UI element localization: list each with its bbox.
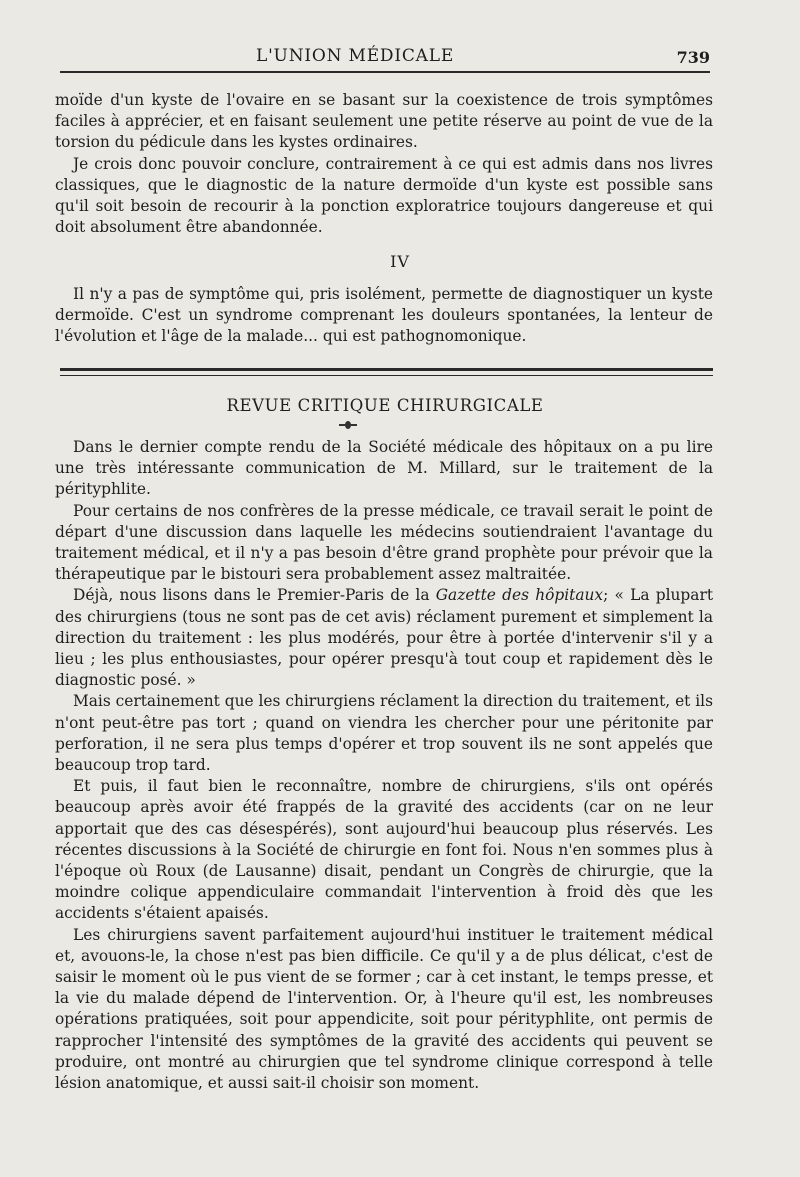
paragraph-2: Pour certains de nos confrères de la presse médicale, ce travail serait le point de départ d'une discussion dans laquelle les médecins soutiendraient l'avantage du traitement médical, et il n'y a pas besoin d'être grand prophète pour prévoir que la thérapeutique par le bistouri sera probablement assez maltraitée. [55, 501, 713, 584]
continued-text [55, 90, 713, 238]
paragraph-3-lead: Déjà, nous lisons dans le Premier-Paris de la [73, 586, 436, 605]
section-title: REVUE CRITIQUE CHIRURGICALE [226, 396, 544, 415]
paragraph-continued: moïde d'un kyste de l'ovaire en se basant sur la coexistence de trois symptômes faciles à apprécier, et en faisant seulement une petite réserve au point de vue de la torsion du pédicule dans les kystes ordinaires. [55, 91, 713, 152]
paragraph-4: Mais certainement que les chirurgiens réclament la direction du traitement, et ils n'ont peut-être pas tort ; quand on viendra les chercher pour une péritonite par perforation, il ne sera plus temps d'opérer et trop souvent ils ne sont appelés que beaucoup trop tard. [55, 692, 713, 775]
ornament-icon [339, 420, 357, 430]
paragraph-conclusion: Je crois donc pouvoir conclure, contrairement à ce qui est admis dans nos livres classiques, que le diagnostic de la nature dermoïde d'un kyste est possible sans qu'il soit besoin de recourir à la ponction exploratrice toujours dangereuse et qui doit absolument être abandonnée. [55, 154, 713, 237]
paragraph-5: Et puis, il faut bien le reconnaître, nombre de chirurgiens, s'ils ont opérés beaucoup après avoir été frappés de la gravité des accidents (car on ne leur apportait que des cas désespérés), sont aujourd'hui beaucoup plus réservés. Les récentes discussions à la Société de chirurgie en font foi. Nous n'en sommes plus à l'époque où Roux (de Lausanne) disait, pendant un Congrès de chirurgie, que la moindre colique appendiculaire commandait l'intervention à froid dès que les accidents s'étaient apaisés. [55, 777, 713, 923]
paragraph-3 [55, 585, 713, 691]
journal-title: Gazette des hôpitaux [435, 586, 604, 605]
page-header [60, 42, 710, 70]
section-heading-iv: IV [390, 252, 410, 271]
running-title: L'UNION MÉDICALE [256, 46, 455, 66]
paragraph-6: Les chirurgiens savent parfaitement aujourd'hui instituer le traitement médical et, avouons-le, la chose n'est pas bien difficile. Ce qu'il y a de plus délicat, c'est de saisir le moment où le pus vient de se former ; car à cet instant, le temps presse, et la vie du malade dépend de l'intervention. Or, à l'heure qu'il est, les nombreuses opérations pratiquées, soit pour appendicite, soit pour pérityphlite, ont permis de rapprocher l'intensité des symptômes de la gravité des accidents qui peuvent se produire, ont montré au chirurgien que tel syndrome clinique correspond à telle lésion anatomique, et aussi sait-il choisir son moment. [55, 925, 713, 1093]
header-rule [60, 71, 710, 73]
paragraph-1: Dans le dernier compte rendu de la Société médicale des hôpitaux on a pu lire une très intéressante communication de M. Millard, sur le traitement de la pérityphlite. [55, 438, 713, 499]
section-divider [60, 368, 713, 376]
paragraph-iv: Il n'y a pas de symptôme qui, pris isolément, permette de diagnostiquer un kyste dermoïde. C'est un syndrome comprenant les douleurs spontanées, la lenteur de l'évolution et l'âge de la malade... qui est pathognomonique. [55, 285, 713, 346]
revue-text [55, 437, 713, 1094]
section-iv-text [55, 284, 713, 348]
page-number: 739 [676, 48, 710, 67]
paragraph-3-quote: ; « La plupart des chirurgiens (tous ne sont pas de cet avis) réclament purement et simplement la direction du traitement : les plus modérés, pour être à portée d'intervenir s'il y a lieu ; les plus enthousiastes, pour opérer presqu'à tout coup et rapidement dès le diagnostic posé. » [55, 586, 713, 690]
